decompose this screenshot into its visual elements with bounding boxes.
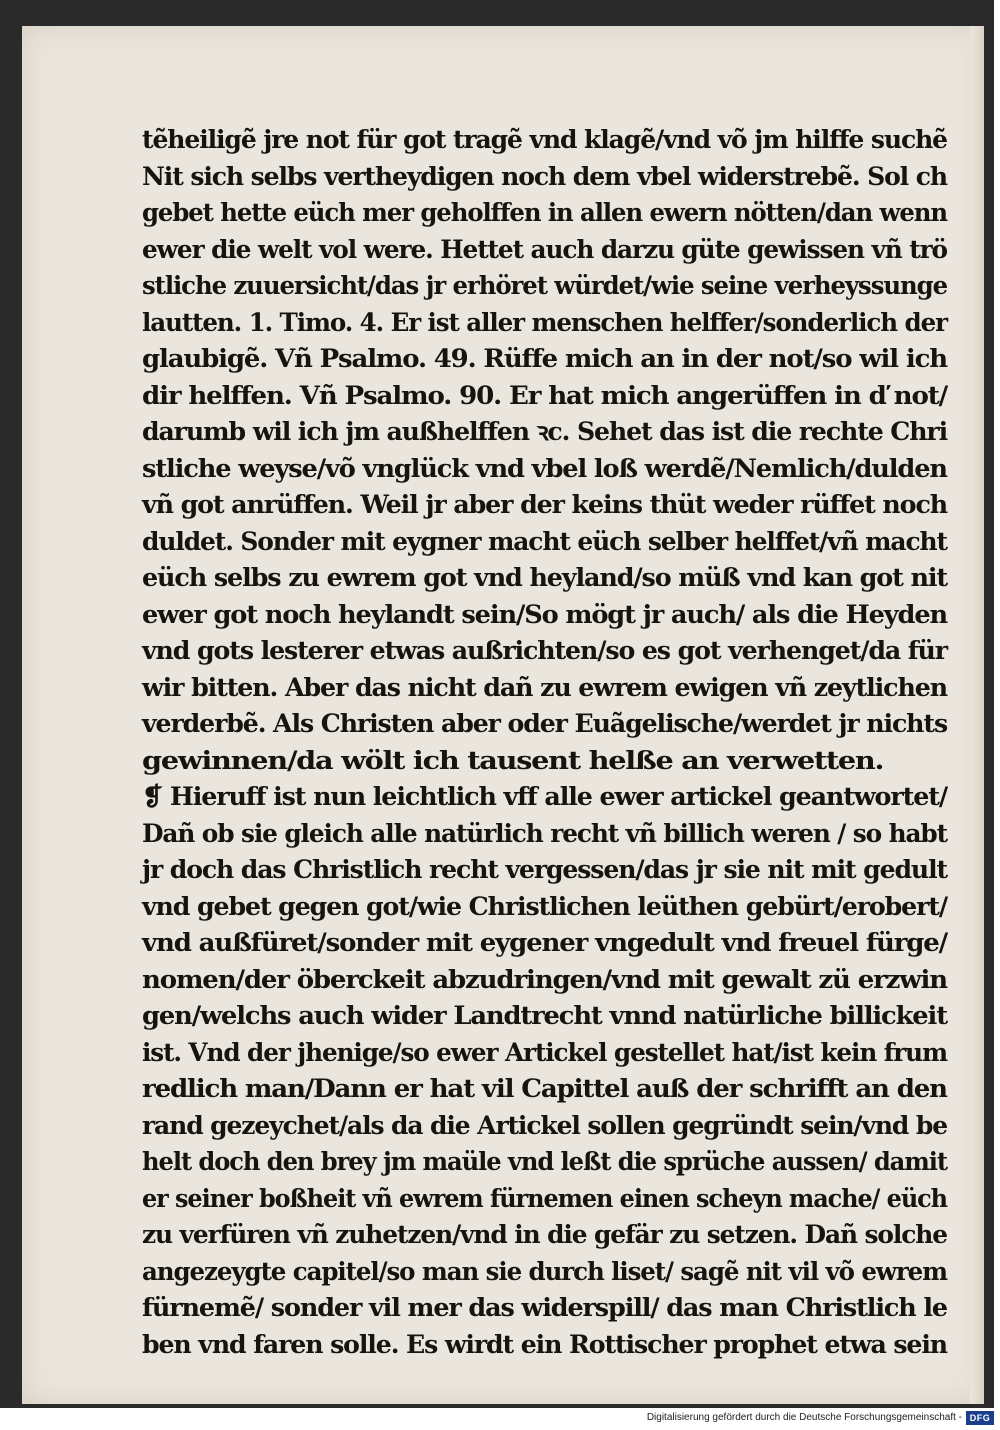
text-line-content: Dañ ob sie gleich alle natürlich recht vñ billich weren / so habt — [142, 818, 948, 848]
text-line-content: ben vnd faren solle. Es wirdt ein Rottischer prophet etwa sein — [142, 1329, 948, 1359]
text-line — [142, 414, 947, 451]
text-line — [142, 706, 947, 743]
text-line — [142, 487, 947, 524]
page-edge-shadow — [970, 26, 984, 1404]
text-line-content: stliche zuuersicht/das jr erhöret würdet/wie seine verheyssunge — [142, 271, 948, 300]
text-line — [142, 524, 947, 561]
text-line — [142, 232, 947, 269]
text-line — [142, 268, 947, 305]
text-line-content: gewinnen/da wölt ich tausent helße an verwetten. — [142, 745, 884, 775]
text-line — [142, 852, 947, 889]
text-line — [142, 925, 947, 962]
text-line — [142, 305, 947, 342]
text-line — [142, 779, 947, 816]
text-line-content: redlich man/Dann er hat vil Capittel auß der schrifft an den — [142, 1074, 947, 1103]
text-line — [142, 962, 947, 999]
text-line — [142, 597, 947, 634]
text-line-content: wir bitten. Aber das nicht dañ zu ewrem ewigen vñ zeytlichen — [142, 672, 947, 702]
text-line-content: glaubigẽ. Vñ Psalmo. 49. Rüffe mich an in der not/so wil ich — [142, 344, 947, 373]
text-line-content: ewer got noch heylandt sein/So mögt jr auch/ als die Heyden — [142, 599, 948, 629]
text-line-content: eüch selbs zu ewrem got vnd heyland/so müß vnd kan got nit — [142, 563, 948, 592]
text-line — [142, 1108, 947, 1145]
text-line-content: ❡ Hieruff ist nun leichtlich vff alle ewer artickel geantwortet/ — [142, 782, 947, 811]
text-line-content: tẽheiligẽ jre not für got tragẽ vnd klagẽ/vnd võ jm hilffe suchẽ — [142, 125, 948, 154]
text-line — [142, 1254, 947, 1291]
text-line-content: zu verfüren vñ zuhetzen/vnd in die gefär zu setzen. Dañ solche — [142, 1220, 948, 1249]
text-line-content: angezeygte capitel/so man sie durch liset/ sagẽ nit vil võ ewrem — [142, 1256, 948, 1286]
text-line — [142, 1290, 947, 1327]
text-line-content: helt doch den brey jm maüle vnd leßt die sprüche aussen/ damit — [142, 1147, 948, 1176]
text-line-content: gen/welchs auch wider Landtrecht vnnd natürliche billickeit — [142, 1001, 947, 1030]
text-line-content: rand gezeychet/als da die Artickel sollen gegründt sein/vnd be — [142, 1110, 947, 1140]
text-line-content: stliche weyse/võ vnglück vnd vbel loß werdẽ/Nemlich/dulden — [142, 453, 947, 483]
text-line — [142, 195, 947, 232]
text-line-content: vñ got anrüffen. Weil jr aber der keins thüt weder rüffet noch — [142, 490, 948, 519]
text-line-content: dir helffen. Vñ Psalmo. 90. Er hat mich angerüffen in ď not/ — [142, 380, 948, 410]
text-line-content: verderbẽ. Als Christen aber oder Euãgelische/werdet jr nichts — [142, 709, 948, 738]
page-body-text — [142, 122, 947, 1363]
text-line-content: nomen/der öberckeit abzudringen/vnd mit gewalt zü erzwin — [142, 964, 947, 994]
digitization-credit: Digitalisierung gefördert durch die Deutsche Forschungsgemeinschaft - — [646, 1412, 962, 1423]
text-line-content: ist. Vnd der jhenige/so ewer Artickel gestellet hat/ist kein frum — [142, 1037, 948, 1067]
text-line-content: vnd außfüret/sonder mit eygener vngedult vnd freuel fürge/ — [142, 928, 948, 957]
text-line — [142, 670, 947, 707]
text-line — [142, 1071, 947, 1108]
text-line — [142, 159, 947, 196]
text-line — [142, 451, 947, 488]
text-line — [142, 1217, 947, 1254]
text-line-content: gebet hette eüch mer geholffen in allen ewern nötten/dan wenn — [142, 198, 947, 227]
text-line — [142, 1144, 947, 1181]
text-line-content: vnd gots lesterer etwas außrichten/so es got verhenget/da für — [142, 636, 947, 665]
text-line — [142, 743, 947, 780]
text-line — [142, 1181, 947, 1218]
text-line — [142, 816, 947, 853]
text-line-content: vnd gebet gegen got/wie Christlichen leüthen gebürt/erobert/ — [142, 891, 947, 921]
footer-bar — [0, 1408, 1000, 1430]
text-line — [142, 378, 947, 415]
text-line — [142, 1327, 947, 1364]
text-line-content: ewer die welt vol were. Hettet auch darzu güte gewissen vñ trö — [142, 234, 948, 264]
text-line — [142, 1035, 947, 1072]
text-line — [142, 122, 947, 159]
text-line — [142, 998, 947, 1035]
text-line-content: er seiner boßheit vñ ewrem fürnemen einen scheyn mache/ eüch — [142, 1183, 948, 1213]
text-line — [142, 560, 947, 597]
text-line-content: jr doch das Christlich recht vergessen/das jr sie nit mit gedult — [142, 855, 948, 884]
text-line — [142, 633, 947, 670]
text-line-content: fürnemẽ/ sonder vil mer das widerspill/ das man Christlich le — [142, 1293, 948, 1322]
text-line-content: lautten. 1. Timo. 4. Er ist aller menschen helffer/sonderlich der — [142, 307, 947, 337]
text-line — [142, 341, 947, 378]
text-line-content: darumb wil ich jm außhelffen ꝛc. Sehet das ist die rechte Chri — [142, 417, 948, 446]
text-line-content: Nit sich selbs vertheydigen noch dem vbel widerstrebẽ. Sol ch — [142, 161, 948, 191]
text-line — [142, 889, 947, 926]
text-line-content: duldet. Sonder mit eygner macht eüch selber helffet/vñ macht — [142, 526, 947, 556]
dfg-logo-icon: DFG — [966, 1411, 994, 1425]
